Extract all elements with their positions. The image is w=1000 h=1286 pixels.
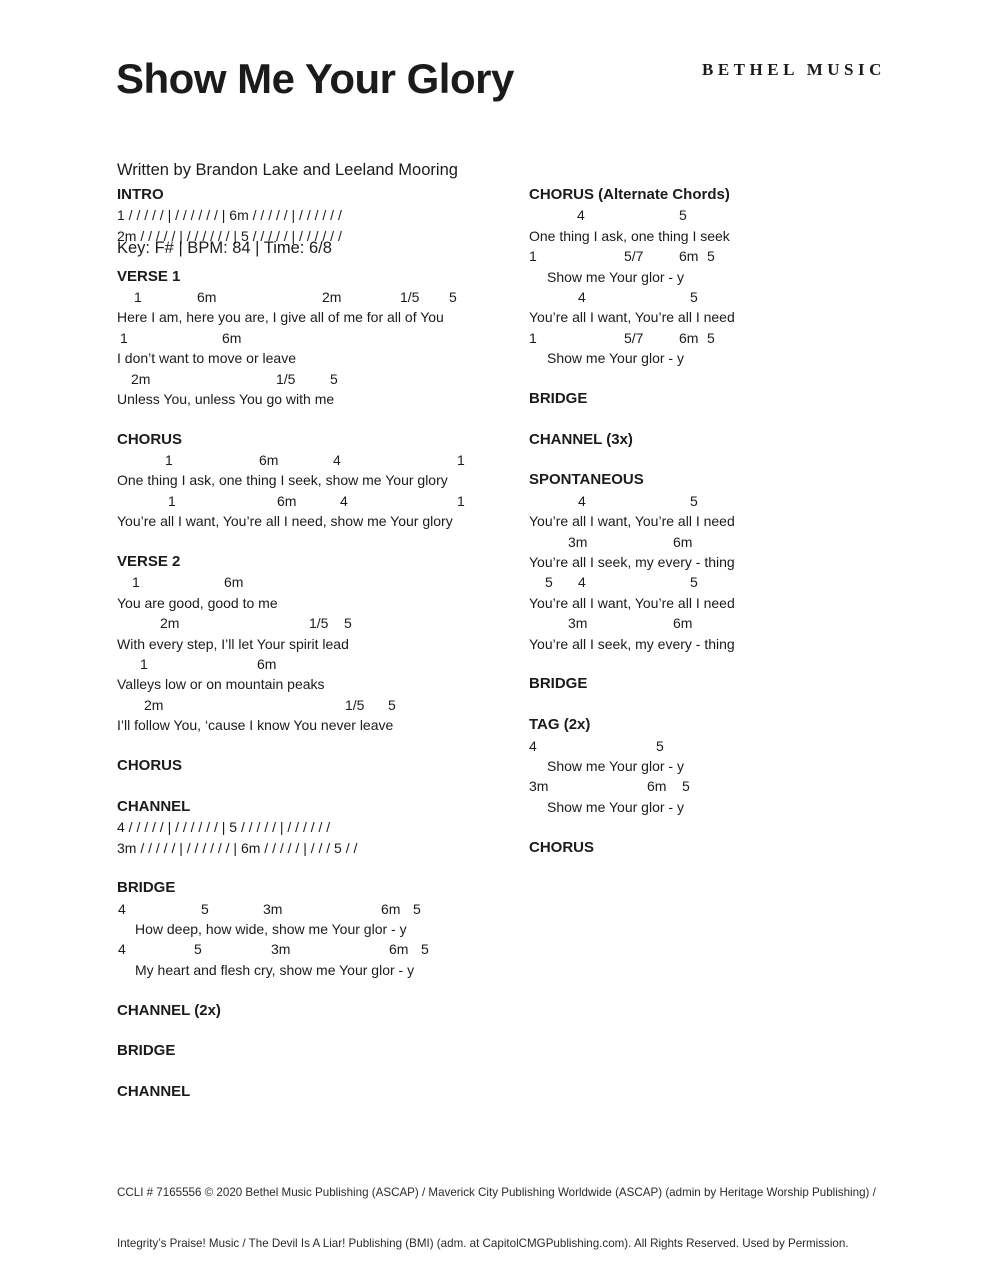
lyric-line: You’re all I seek, my every - thing	[529, 554, 735, 571]
chord: 6m	[197, 288, 217, 305]
section-bridge-4	[529, 674, 949, 694]
chord: 1	[457, 452, 465, 469]
lyric-line: You’re all I want, You’re all I need	[529, 309, 735, 326]
chord: 5	[449, 288, 457, 305]
lyric-line: Valleys low or on mountain peaks	[117, 676, 325, 693]
chord: 1	[134, 288, 142, 305]
chord: 6m	[679, 248, 699, 265]
chord: 2m	[160, 615, 180, 632]
section-heading: INTRO	[117, 186, 164, 203]
chord: 5	[682, 778, 690, 795]
section-heading: BRIDGE	[529, 389, 588, 407]
lyric-line: You’re all I want, You’re all I need, show me Your glory	[117, 513, 453, 530]
chord: 1	[120, 329, 128, 346]
chord: 6m	[389, 941, 409, 958]
lyric-line: Show me Your glor - y	[547, 798, 684, 815]
chord: 5	[201, 900, 209, 917]
chord-line	[529, 532, 949, 552]
chord-line	[529, 491, 949, 511]
chord: 4	[577, 207, 585, 224]
chord-line	[117, 287, 537, 307]
copyright-footer	[117, 1150, 897, 1286]
written-by: Written by Brandon Lake and Leeland Mooring	[117, 161, 458, 179]
chord-line	[117, 491, 537, 511]
lyric-line: Show me Your glor - y	[547, 757, 684, 774]
chord: 1/5	[276, 370, 296, 387]
section-channel-3x-2	[529, 430, 949, 450]
chord: 3m	[271, 941, 291, 958]
chord: 6m	[224, 574, 244, 591]
lyric-line: You are good, good to me	[117, 594, 278, 611]
chord: 6m	[277, 492, 297, 509]
section-heading: CHANNEL (2x)	[117, 1001, 221, 1019]
chord: 5/7	[624, 329, 644, 346]
section-heading: BRIDGE	[117, 879, 176, 897]
chord-line	[529, 572, 949, 592]
section-heading: VERSE 1	[117, 267, 181, 285]
chord: 1	[168, 492, 176, 509]
section-verse-2-3	[117, 552, 537, 736]
chord: 5	[679, 207, 687, 224]
chord: 1/5	[309, 615, 329, 632]
lyric-line: You’re all I want, You’re all I need	[529, 594, 735, 611]
chord: 1	[140, 655, 148, 672]
chord: 3m	[529, 778, 549, 795]
chord-line	[117, 695, 537, 715]
section-channel-9	[117, 1082, 537, 1102]
chord-line	[529, 287, 949, 307]
chord: 5	[707, 248, 715, 265]
chord: 5	[690, 492, 698, 509]
chord-line	[529, 328, 949, 348]
section-heading: CHORUS	[117, 430, 183, 448]
chord: 6m	[257, 655, 277, 672]
lyric-line: You’re all I want, You’re all I need	[529, 513, 735, 530]
chord-line	[117, 328, 537, 348]
section-heading: CHORUS	[117, 756, 183, 774]
chord: 4	[578, 288, 586, 305]
copyright-line-1: CCLI # 7165556 © 2020 Bethel Music Publishing (ASCAP) / Maverick City Publishing Worldwide (ASCAP) (admin by Heritage Worship Publishing) /	[117, 1186, 876, 1199]
lyric-line: I don’t want to move or leave	[117, 350, 296, 367]
lyric-line: You’re all I seek, my every - thing	[529, 635, 735, 652]
chord: 4	[529, 737, 537, 754]
chord: 6m	[673, 533, 693, 550]
bars-line: 4 / / / / / | / / / / / / | 5 / / / / / | / / / / / /	[117, 819, 331, 836]
lyric-line: Show me Your glor - y	[547, 350, 684, 367]
chord-line	[117, 369, 537, 389]
chord-line	[529, 736, 949, 756]
section-heading: CHANNEL	[117, 1083, 191, 1101]
chord: 4	[333, 452, 341, 469]
right-column	[529, 185, 949, 878]
section-chorus-6	[529, 838, 949, 858]
chord: 6m	[673, 615, 693, 632]
chord: 1	[165, 452, 173, 469]
lyric-line: Show me Your glor - y	[547, 268, 684, 285]
chord: 5	[545, 574, 553, 591]
chord: 6m	[222, 329, 242, 346]
section-intro-0	[117, 185, 537, 246]
section-chorus-4	[117, 756, 537, 776]
copyright-line-2: Integrity’s Praise! Music / The Devil Is A Liar! Publishing (BMI) (adm. at CapitolCMGPublishing.com). All Rights Reserved. Used by Permission.	[117, 1237, 849, 1250]
section-heading: TAG (2x)	[529, 716, 591, 734]
lyric-line: My heart and flesh cry, show me Your glor - y	[135, 961, 415, 978]
chord: 5	[194, 941, 202, 958]
chord: 6m	[259, 452, 279, 469]
chord: 3m	[263, 900, 283, 917]
lyric-line: Here I am, here you are, I give all of me for all of You	[117, 309, 444, 326]
bars-line: 1 / / / / / | / / / / / / | 6m / / / / / | / / / / / /	[117, 207, 342, 224]
section-channel-2x-7	[117, 1001, 537, 1021]
chord: 5	[690, 574, 698, 591]
section-heading: CHORUS	[529, 838, 595, 856]
chord: 6m	[381, 900, 401, 917]
chord: 2m	[144, 696, 164, 713]
lyric-line: With every step, I’ll let Your spirit lead	[117, 635, 349, 652]
chord: 5	[413, 900, 421, 917]
chord: 1	[529, 329, 537, 346]
chord: 5	[421, 941, 429, 958]
chord-line	[529, 205, 949, 225]
chord: 5	[656, 737, 664, 754]
chord: 2m	[131, 370, 151, 387]
chord: 5	[344, 615, 352, 632]
bars-line: 3m / / / / / | / / / / / / | 6m / / / / / | / / / 5 / /	[117, 839, 358, 856]
chord: 1	[529, 248, 537, 265]
chord: 5	[690, 288, 698, 305]
section-heading: VERSE 2	[117, 553, 181, 571]
chord: 1	[457, 492, 465, 509]
chord: 5	[330, 370, 338, 387]
chord: 3m	[568, 615, 588, 632]
section-bridge-1	[529, 389, 949, 409]
section-heading: BRIDGE	[529, 675, 588, 693]
chord: 2m	[322, 288, 342, 305]
section-heading: BRIDGE	[117, 1042, 176, 1060]
section-tag-2x-5	[529, 715, 949, 817]
left-column	[117, 185, 537, 1123]
chord: 5	[388, 696, 396, 713]
lyric-line: Unless You, unless You go with me	[117, 390, 335, 407]
chord: 6m	[679, 329, 699, 346]
chord: 3m	[568, 533, 588, 550]
section-chorus-2	[117, 430, 537, 532]
section-verse-1-1	[117, 267, 537, 410]
section-heading: CHORUS (Alternate Chords)	[529, 186, 730, 203]
chord-line	[117, 450, 537, 470]
chord: 1	[132, 574, 140, 591]
section-bridge-8	[117, 1041, 537, 1061]
lyric-line: One thing I ask, one thing I seek	[529, 227, 730, 244]
chord: 5	[707, 329, 715, 346]
lyric-line: How deep, how wide, show me Your glor - y	[135, 921, 407, 938]
chord: 4	[578, 574, 586, 591]
chord-line	[117, 572, 537, 592]
section-spontaneous-3	[529, 470, 949, 654]
chord: 1/5	[400, 288, 420, 305]
chord-line	[529, 613, 949, 633]
section-heading: CHANNEL	[117, 797, 191, 815]
section-channel-5	[117, 797, 537, 858]
chord-line	[117, 899, 537, 919]
bethel-music-logo: BETHEL MUSIC	[702, 60, 886, 79]
section-bridge-6	[117, 878, 537, 980]
chord: 5/7	[624, 248, 644, 265]
chord: 4	[340, 492, 348, 509]
chord-line	[529, 776, 949, 796]
chord-line	[117, 613, 537, 633]
section-chorus-alternate-chords-0	[529, 185, 949, 369]
lyric-line: One thing I ask, one thing I seek, show me Your glory	[117, 472, 448, 489]
section-heading: SPONTANEOUS	[529, 471, 644, 489]
chord-line	[117, 654, 537, 674]
chord: 1/5	[345, 696, 365, 713]
chord: 4	[578, 492, 586, 509]
chord: 4	[118, 941, 126, 958]
chord: 6m	[647, 778, 667, 795]
bars-line: 2m / / / / / | / / / / / / | 5 / / / / / | / / / / / /	[117, 227, 342, 244]
song-meta: Key: F# | BPM: 84 | Time: 6/8	[117, 239, 332, 257]
chord: 4	[118, 900, 126, 917]
page-title: Show Me Your Glory	[116, 55, 514, 102]
section-heading: CHANNEL (3x)	[529, 430, 633, 448]
chord-line	[529, 246, 949, 266]
lyric-line: I’ll follow You, ‘cause I know You never leave	[117, 717, 394, 734]
chord-line	[117, 939, 537, 959]
